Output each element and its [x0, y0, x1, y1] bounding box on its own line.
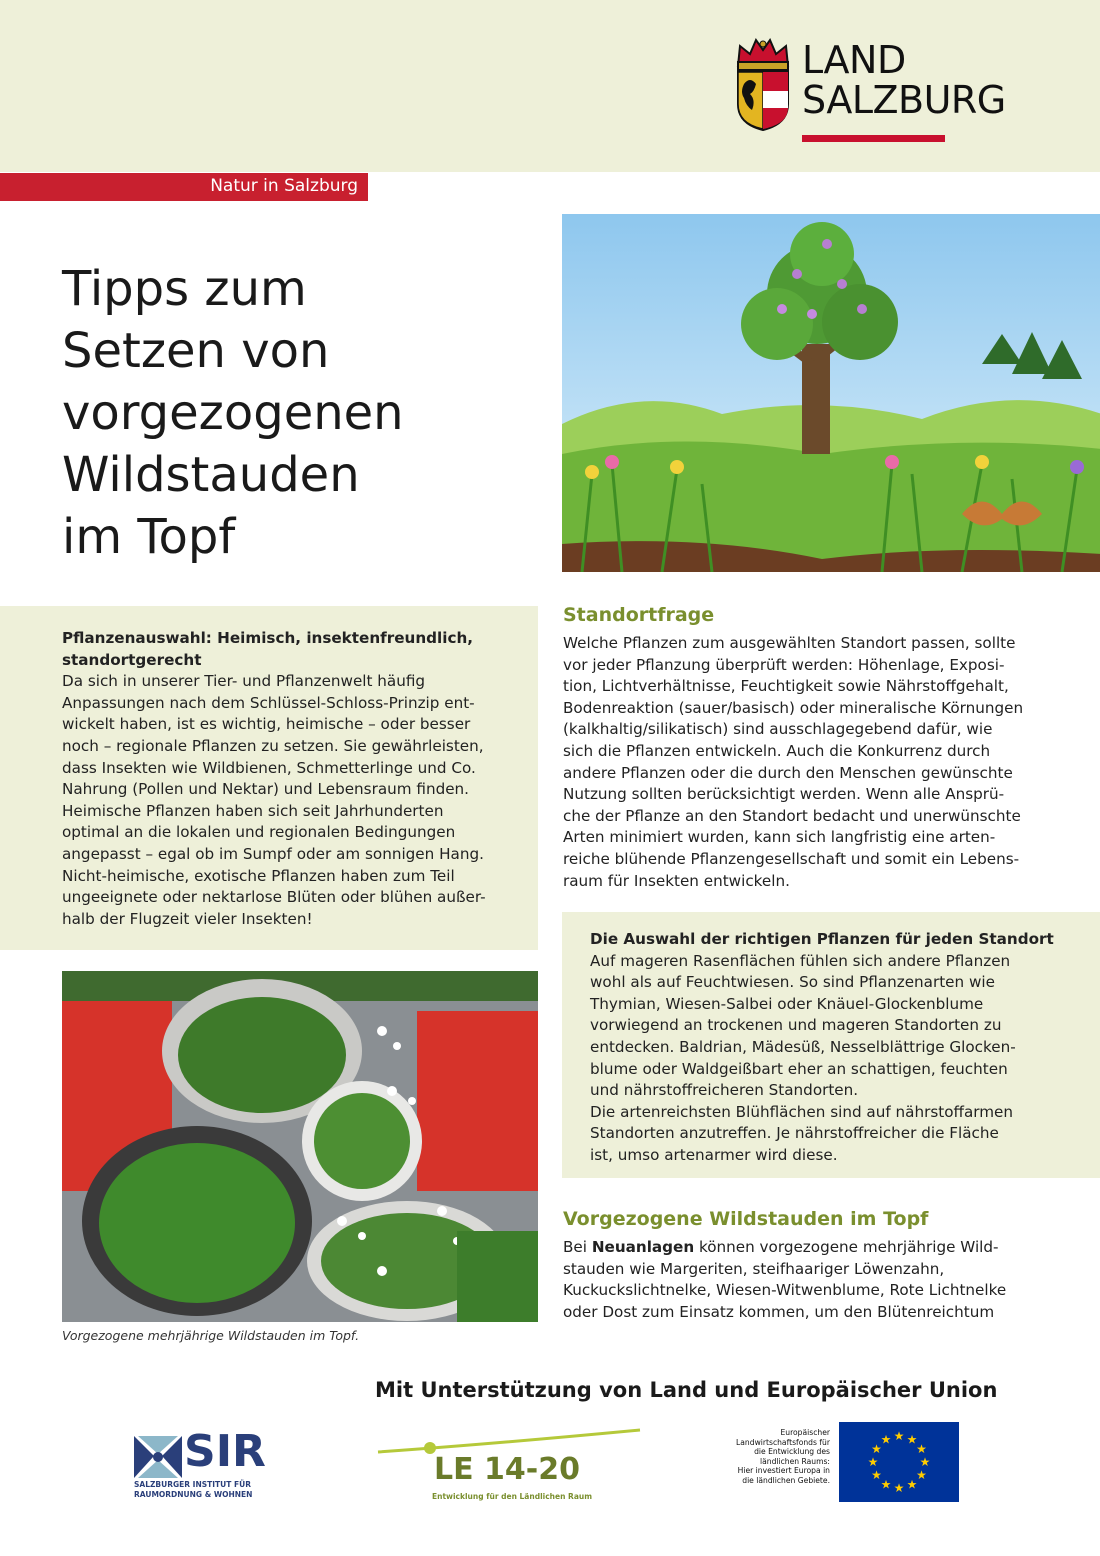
text-line: Auf mageren Rasenflächen fühlen sich andere Pflanzen — [590, 951, 1011, 970]
potted-plants-photo — [62, 971, 538, 1322]
plant-choice-box — [562, 912, 1100, 1178]
meadow-tree-illustration — [562, 214, 1100, 572]
text-line: ist, umso artenarmer wird diese. — [590, 1145, 838, 1164]
text-line: Anpassungen nach dem Schlüssel-Schloss-Prinzip ent- — [62, 693, 475, 712]
title-line: Setzen von — [62, 323, 330, 379]
eu-star-icon: ★ — [893, 1481, 905, 1495]
coat-of-arms-icon — [732, 36, 794, 132]
sir-mark-icon — [132, 1434, 184, 1480]
sir-name: SIR — [184, 1426, 266, 1477]
standort-heading: Standortfrage — [563, 604, 715, 626]
plant-selection-box — [0, 606, 538, 950]
text-line: ungeeignete oder nektarlose Blüten oder blühen außer- — [62, 888, 486, 907]
eu-fund-text — [700, 1428, 830, 1486]
text-line: Welche Pflanzen zum ausgewählten Standort passen, sollte — [563, 634, 1016, 652]
title-line: vorgezogenen — [62, 385, 404, 441]
text-line: che der Pflanze an den Standort bedacht und unerwünschte — [563, 806, 1021, 825]
text-line: oder Dost zum Einsatz kommen, um den Blütenreichtum — [563, 1302, 995, 1321]
text-line: und nährstoffreicheren Standorten. — [590, 1081, 859, 1100]
text-line: Nutzung sollten berücksichtigt werden. Wenn alle Ansprü- — [563, 785, 1005, 804]
text-line: blume oder Waldgeißbart eher an schattigen, feuchten — [590, 1059, 1008, 1078]
eu-text-line: Landwirtschaftsfonds für — [736, 1437, 830, 1447]
eu-star-icon: ★ — [871, 1442, 882, 1456]
eu-flag-icon — [839, 1422, 959, 1502]
text-line: Die artenreichsten Blühflächen sind auf nährstoffarmen — [590, 1102, 1014, 1121]
eu-star-icon: ★ — [906, 1432, 918, 1447]
bold-term: Neuanlagen — [591, 1238, 695, 1256]
text-line: Standorten anzutreffen. Je nährstoffreicher die Fläche — [590, 1124, 999, 1143]
text-rest: können vorgezogene mehrjährige Wild- — [694, 1238, 999, 1256]
title-line: Wildstauden — [62, 447, 360, 503]
eu-text-line: die Entwicklung des — [754, 1447, 830, 1457]
text-line: Heimische Pflanzen haben sich seit Jahrhunderten — [62, 801, 444, 820]
text-line: tion, Lichtverhältnisse, Feuchtigkeit sowie Nährstoffgehalt, — [563, 677, 1009, 696]
text-line: dass Insekten wie Wildbienen, Schmetterlinge und Co. — [62, 758, 476, 777]
logo-line-salzburg: SALZBURG — [802, 78, 1006, 122]
section-tag-label: Natur in Salzburg — [210, 176, 358, 196]
vorgezogen-paragraph — [563, 1237, 1038, 1323]
eu-text-line: Hier investiert Europa in — [737, 1466, 830, 1476]
eu-text-line: die ländlichen Gebiete. — [742, 1475, 830, 1485]
eu-star-icon: ★ — [867, 1455, 879, 1469]
text-line: entdecken. Baldrian, Mädesüß, Nesselblättrige Glocken- — [590, 1037, 1016, 1056]
eu-star-icon: ★ — [916, 1468, 927, 1482]
text-line: (kalkhaltig/silikatisch) sind ausschlagegebend dafür, wie — [563, 720, 993, 739]
text-line: Da sich in unserer Tier- und Pflanzenwelt häufig — [62, 672, 426, 691]
text-line: wickelt haben, ist es wichtig, heimische – oder besser — [62, 715, 471, 734]
eu-star-icon: ★ — [919, 1455, 931, 1469]
le-subtitle: Entwicklung für den Ländlichen Raum — [432, 1492, 593, 1501]
sir-subtitle: SALZBURGER INSTITUT FÜR — [134, 1480, 251, 1489]
eu-star-icon: ★ — [906, 1477, 918, 1492]
text-line: reiche blühende Pflanzengesellschaft und somit ein Lebens- — [563, 849, 1020, 868]
text-line — [563, 1237, 1038, 1259]
le-name: LE 14-20 — [434, 1452, 581, 1487]
land-salzburg-logo[interactable] — [732, 36, 1052, 146]
text-line: Arten minimiert wurden, kann sich langfristig eine arten- — [563, 828, 996, 847]
text-line: Nicht-heimische, exotische Pflanzen haben zum Teil — [62, 866, 455, 885]
eu-text-line: Europäischer — [780, 1428, 830, 1437]
title-line: Tipps zum — [62, 261, 307, 317]
sir-logo[interactable] — [132, 1426, 282, 1502]
eu-star-icon: ★ — [880, 1477, 892, 1492]
section-tag — [0, 173, 368, 201]
eu-star-icon: ★ — [880, 1432, 892, 1447]
text-line: Nahrung (Pollen und Nektar) und Lebensraum finden. — [62, 780, 470, 799]
le-14-20-logo[interactable] — [372, 1426, 650, 1508]
title-line: im Topf — [62, 509, 236, 565]
text-line: vor jeder Pflanzung überprüft werden: Höhenlage, Exposi- — [563, 655, 1005, 674]
text-line: optimal an die lokalen und regionalen Bedingungen — [62, 823, 456, 842]
text-line: Thymian, Wiesen-Salbei oder Knäuel-Glockenblume — [590, 994, 984, 1013]
eu-star-icon: ★ — [916, 1442, 927, 1456]
photo-caption: Vorgezogene mehrjährige Wildstauden im Topf. — [62, 1328, 360, 1343]
eu-star-icon: ★ — [871, 1468, 882, 1482]
text-line: andere Pflanzen oder die durch den Menschen gewünschte — [563, 763, 1013, 782]
box-heading: Die Auswahl der richtigen Pflanzen für jeden Standort — [590, 930, 1054, 948]
support-title: Mit Unterstützung von Land und Europäischer Union — [375, 1378, 998, 1402]
eu-star-icon: ★ — [893, 1429, 905, 1443]
logo-line-land: LAND — [802, 38, 906, 82]
vorgezogen-heading: Vorgezogene Wildstauden im Topf — [563, 1208, 929, 1230]
text-prefix: Bei — [563, 1238, 592, 1256]
text-line: vorwiegend an trockenen und mageren Standorten zu — [590, 1016, 1002, 1035]
text-line: stauden wie Margeriten, steifhaariger Löwenzahn, — [563, 1259, 945, 1278]
text-line: halb der Flugzeit vieler Insekten! — [62, 909, 313, 928]
sir-subtitle: RAUMORDNUNG & WOHNEN — [134, 1490, 253, 1499]
text-line: wohl als auf Feuchtwiesen. So sind Pflanzenarten wie — [590, 973, 995, 992]
eu-text-line: ländlichen Raums: — [760, 1456, 830, 1466]
standort-paragraph — [563, 633, 1041, 892]
logo-red-bar — [802, 135, 945, 142]
page-title — [62, 258, 532, 568]
text-line: Kuckuckslichtnelke, Wiesen-Witwenblume, Rote Lichtnelke — [563, 1281, 1007, 1300]
text-line: noch – regionale Pflanzen zu setzen. Sie gewährleisten, — [62, 736, 484, 755]
box-heading: standortgerecht — [62, 650, 202, 669]
text-line: sich die Pflanzen entwickeln. Auch die Konkurrenz durch — [563, 741, 991, 760]
text-line: Bodenreaktion (sauer/basisch) oder mineralische Körnungen — [563, 698, 1024, 717]
box-heading: Pflanzenauswahl: Heimisch, insektenfreundlich, — [62, 629, 474, 647]
text-line: raum für Insekten entwickeln. — [563, 871, 790, 890]
text-line: angepasst – egal ob im Sumpf oder am sonnigen Hang. — [62, 844, 484, 863]
